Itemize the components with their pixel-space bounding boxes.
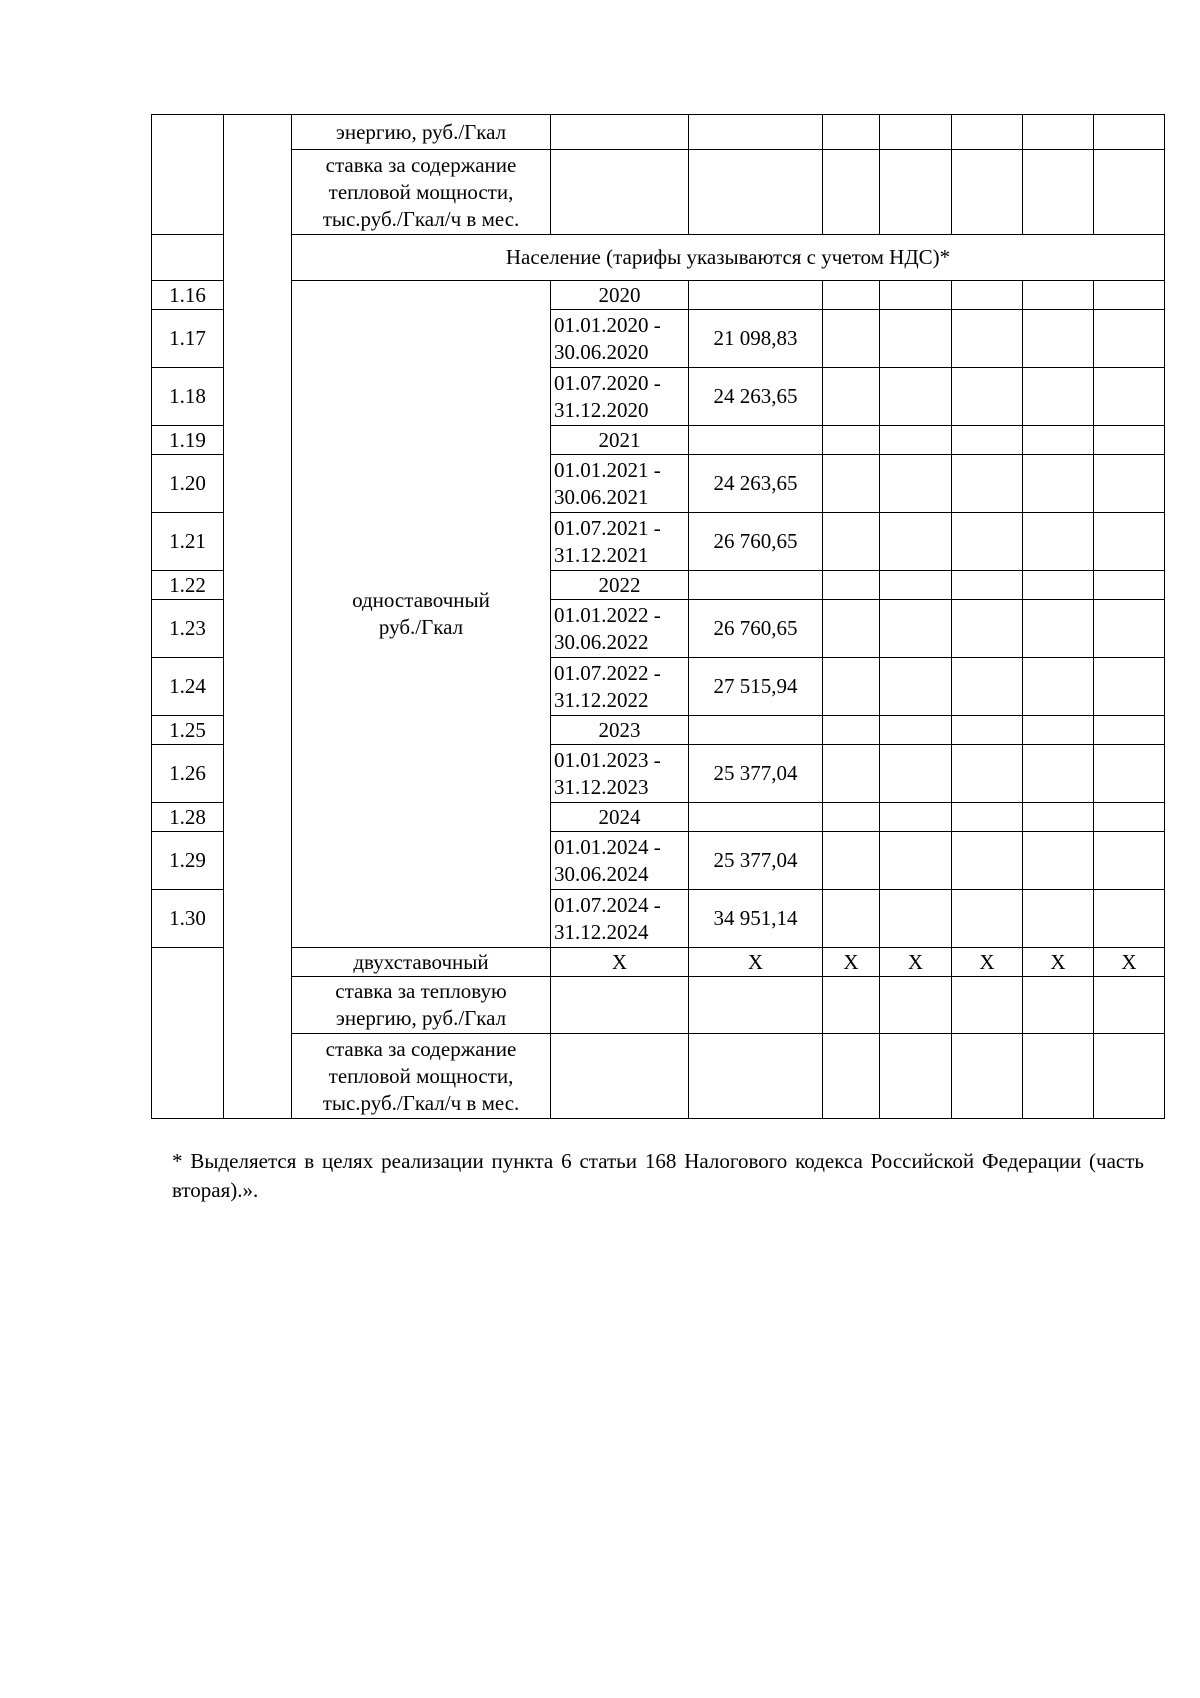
table-cell	[823, 115, 880, 150]
table-cell	[952, 281, 1023, 310]
table-cell	[1023, 716, 1094, 745]
table-cell	[952, 1034, 1023, 1119]
table-cell	[689, 115, 823, 150]
x-mark: X	[880, 948, 952, 977]
table-cell	[1023, 150, 1094, 235]
table-cell	[952, 803, 1023, 832]
x-mark: X	[1023, 948, 1094, 977]
table-cell	[823, 977, 880, 1034]
table-cell	[823, 368, 880, 426]
table-cell	[1094, 368, 1165, 426]
table-cell	[952, 832, 1023, 890]
tariff-value	[689, 426, 823, 455]
table-cell	[952, 150, 1023, 235]
table-cell	[1023, 426, 1094, 455]
row-number: 1.30	[152, 890, 224, 948]
table-cell	[224, 115, 292, 1119]
table-cell	[1094, 571, 1165, 600]
table-cell	[823, 513, 880, 571]
table-cell	[823, 803, 880, 832]
period-cell: 01.07.2022 - 31.12.2022	[551, 658, 689, 716]
table-cell	[880, 513, 952, 571]
table-cell	[1094, 745, 1165, 803]
table-cell	[551, 115, 689, 150]
table-cell	[880, 571, 952, 600]
table-cell	[823, 426, 880, 455]
table-cell	[823, 310, 880, 368]
table-cell	[1023, 890, 1094, 948]
table-cell	[823, 571, 880, 600]
table-cell	[952, 310, 1023, 368]
table-cell	[823, 455, 880, 513]
table-row	[152, 977, 1165, 1034]
period-cell: 01.07.2024 - 31.12.2024	[551, 890, 689, 948]
table-cell	[1094, 426, 1165, 455]
table-cell	[880, 368, 952, 426]
table-cell	[1094, 150, 1165, 235]
capacity-rate-label: ставка за содержание тепловой мощности, тыс.руб./Гкал/ч в мес.	[292, 1034, 551, 1119]
tariff-value: 21 098,83	[689, 310, 823, 368]
table-cell	[823, 658, 880, 716]
table-row	[152, 1034, 1165, 1119]
table-cell	[880, 115, 952, 150]
tariff-value: 24 263,65	[689, 368, 823, 426]
table-cell	[823, 281, 880, 310]
table-cell	[1023, 1034, 1094, 1119]
table-cell	[1094, 600, 1165, 658]
table-row	[152, 115, 1165, 150]
period-cell: 2021	[551, 426, 689, 455]
table-cell	[823, 600, 880, 658]
row-number: 1.18	[152, 368, 224, 426]
row-number: 1.17	[152, 310, 224, 368]
table-cell	[1094, 803, 1165, 832]
row-number: 1.29	[152, 832, 224, 890]
x-mark: X	[689, 948, 823, 977]
table-cell	[689, 977, 823, 1034]
table-cell	[1023, 745, 1094, 803]
table-cell	[880, 310, 952, 368]
table-cell	[1094, 455, 1165, 513]
table-cell	[880, 281, 952, 310]
table-cell	[952, 368, 1023, 426]
table-cell	[1094, 115, 1165, 150]
table-cell	[152, 115, 224, 235]
table-cell	[952, 600, 1023, 658]
table-cell	[1023, 803, 1094, 832]
table-cell	[823, 1034, 880, 1119]
table-cell	[1023, 368, 1094, 426]
table-cell	[1023, 571, 1094, 600]
table-cell	[880, 745, 952, 803]
tariff-value	[689, 716, 823, 745]
x-mark: X	[823, 948, 880, 977]
period-cell: 01.07.2020 - 31.12.2020	[551, 368, 689, 426]
table-cell	[1094, 716, 1165, 745]
population-header: Население (тарифы указываются с учетом НДС)*	[292, 235, 1165, 281]
table-cell	[880, 832, 952, 890]
table-cell	[823, 832, 880, 890]
table-cell	[823, 745, 880, 803]
table-cell	[952, 890, 1023, 948]
table-cell	[1023, 513, 1094, 571]
row-number: 1.19	[152, 426, 224, 455]
row-number: 1.28	[152, 803, 224, 832]
x-mark: X	[551, 948, 689, 977]
table-row	[152, 150, 1165, 235]
heat-rate-label: ставка за тепловую энергию, руб./Гкал	[292, 977, 551, 1034]
table-row	[152, 948, 1165, 977]
table-cell	[952, 455, 1023, 513]
table-cell	[1094, 658, 1165, 716]
table-cell	[1023, 658, 1094, 716]
table-cell	[551, 1034, 689, 1119]
table-cell	[823, 150, 880, 235]
table-cell	[952, 513, 1023, 571]
x-mark: X	[1094, 948, 1165, 977]
row-number: 1.20	[152, 455, 224, 513]
table-cell	[1023, 455, 1094, 513]
table-cell	[880, 977, 952, 1034]
period-cell: 2024	[551, 803, 689, 832]
tariff-value: 25 377,04	[689, 745, 823, 803]
tariff-value: 27 515,94	[689, 658, 823, 716]
table-cell	[952, 716, 1023, 745]
table-cell	[689, 1034, 823, 1119]
table-cell	[880, 1034, 952, 1119]
two-rate-label: двухставочный	[292, 948, 551, 977]
table-cell	[551, 977, 689, 1034]
table-cell	[1023, 115, 1094, 150]
period-cell: 2023	[551, 716, 689, 745]
tariff-value: 25 377,04	[689, 832, 823, 890]
table-cell	[880, 600, 952, 658]
table-cell	[880, 803, 952, 832]
period-cell: 2020	[551, 281, 689, 310]
period-cell: 2022	[551, 571, 689, 600]
period-cell: 01.01.2022 - 30.06.2022	[551, 600, 689, 658]
table-row	[152, 235, 1165, 281]
row-number: 1.22	[152, 571, 224, 600]
table-cell	[152, 948, 224, 1119]
tariff-value	[689, 281, 823, 310]
table-cell	[952, 426, 1023, 455]
table-cell	[880, 716, 952, 745]
heat-rate-label: энергию, руб./Гкал	[292, 115, 551, 150]
table-cell	[689, 150, 823, 235]
table-cell	[1094, 310, 1165, 368]
row-number: 1.21	[152, 513, 224, 571]
tariff-value: 34 951,14	[689, 890, 823, 948]
period-cell: 01.07.2021 - 31.12.2021	[551, 513, 689, 571]
table-cell	[952, 977, 1023, 1034]
row-number: 1.24	[152, 658, 224, 716]
table-cell	[1094, 890, 1165, 948]
period-cell: 01.01.2020 - 30.06.2020	[551, 310, 689, 368]
tariff-table	[151, 114, 1165, 1119]
table-row	[152, 281, 1165, 310]
tariff-value: 26 760,65	[689, 513, 823, 571]
tariff-value	[689, 571, 823, 600]
x-mark: X	[952, 948, 1023, 977]
table-cell	[1023, 832, 1094, 890]
table-cell	[1094, 1034, 1165, 1119]
row-number: 1.23	[152, 600, 224, 658]
row-number: 1.16	[152, 281, 224, 310]
table-cell	[1094, 832, 1165, 890]
table-cell	[1023, 977, 1094, 1034]
table-cell	[1094, 513, 1165, 571]
period-cell: 01.01.2021 - 30.06.2021	[551, 455, 689, 513]
tariff-value: 26 760,65	[689, 600, 823, 658]
period-cell: 01.01.2024 - 30.06.2024	[551, 832, 689, 890]
table-cell	[952, 115, 1023, 150]
table-cell	[1023, 600, 1094, 658]
table-cell	[152, 235, 224, 281]
table-cell	[880, 426, 952, 455]
tariff-value	[689, 803, 823, 832]
table-cell	[880, 455, 952, 513]
table-cell	[952, 658, 1023, 716]
table-cell	[551, 150, 689, 235]
tariff-value: 24 263,65	[689, 455, 823, 513]
table-cell	[952, 571, 1023, 600]
table-cell	[1094, 281, 1165, 310]
table-cell	[823, 716, 880, 745]
table-cell	[823, 890, 880, 948]
capacity-rate-label: ставка за содержание тепловой мощности, тыс.руб./Гкал/ч в мес.	[292, 150, 551, 235]
single-rate-label: одноставочный руб./Гкал	[292, 281, 551, 948]
footnote: * Выделяется в целях реализации пункта 6 статьи 168 Налогового кодекса Российской Федерации (часть вторая).».	[172, 1149, 1144, 1202]
table-cell	[1023, 310, 1094, 368]
period-cell: 01.01.2023 - 31.12.2023	[551, 745, 689, 803]
tariff-table-body	[152, 115, 1165, 1119]
table-cell	[880, 658, 952, 716]
table-cell	[1023, 281, 1094, 310]
table-cell	[1094, 977, 1165, 1034]
table-cell	[880, 890, 952, 948]
row-number: 1.26	[152, 745, 224, 803]
table-cell	[880, 150, 952, 235]
row-number: 1.25	[152, 716, 224, 745]
table-cell	[952, 745, 1023, 803]
